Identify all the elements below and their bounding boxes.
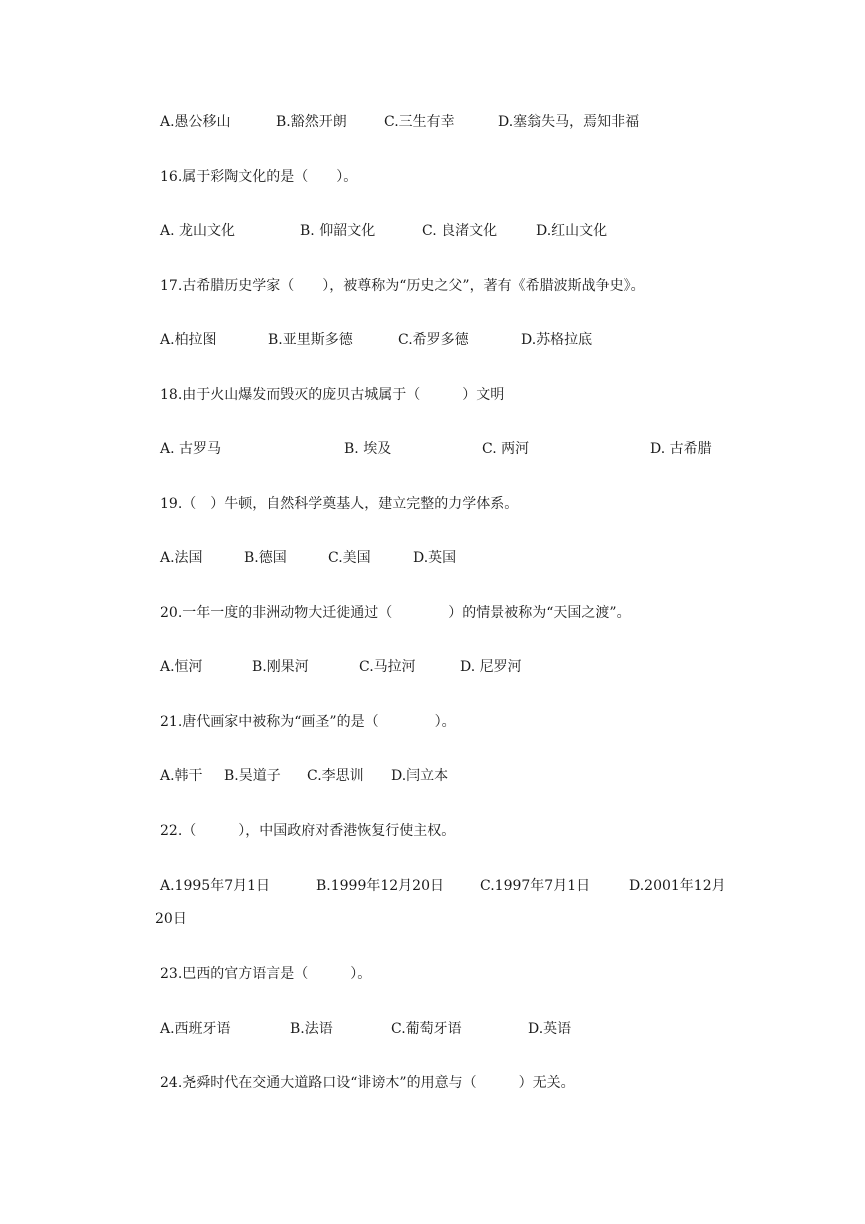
q21-option-c: C.李思训 [307,768,364,784]
q16-option-a: A. 龙山文化 [160,223,236,239]
q23-option-c: C.葡萄牙语 [391,1021,462,1037]
q22-option-d: D.2001年12月 [629,878,726,894]
q21-option-d: D.闫立本 [391,768,449,784]
q22-option-a: A.1995年7月1日 [160,878,271,894]
q15-option-d: D.塞翁失马，焉知非福 [498,114,640,130]
q17-option-d: D.苏格拉底 [521,332,593,348]
q23-stem: 23.巴西的官方语言是（ ）。 [160,966,372,982]
q19-option-b: B.德国 [244,550,287,566]
q22-option-d-wrap: 20日 [155,911,187,927]
q18-option-b: B. 埃及 [344,441,392,457]
q22-stem: 22.（ ），中国政府对香港恢复行使主权。 [160,823,456,839]
q18-stem: 18.由于火山爆发而毁灭的庞贝古城属于（ ）文明 [160,387,505,403]
q20-option-d: D. 尼罗河 [460,659,522,675]
q21-stem: 21.唐代画家中被称为“画圣”的是（ ）。 [160,714,456,730]
q16-stem: 16.属于彩陶文化的是（ ）。 [160,169,358,185]
q22-option-b: B.1999年12月20日 [316,878,444,894]
q19-option-d: D.英国 [413,550,457,566]
q16-option-b: B. 仰韶文化 [300,223,376,239]
q21-option-a: A.韩干 [160,768,203,784]
q18-option-c: C. 两河 [482,441,530,457]
q15-option-a: A.愚公移山 [160,114,231,130]
q19-stem: 19.（ ）牛顿，自然科学奠基人，建立完整的力学体系。 [160,496,519,512]
q19-option-c: C.美国 [328,550,371,566]
q23-option-a: A.西班牙语 [160,1021,231,1037]
q18-option-d: D. 古希腊 [650,441,712,457]
q17-option-c: C.希罗多德 [398,332,469,348]
q21-option-b: B.吴道子 [224,768,281,784]
q20-option-b: B.刚果河 [252,659,309,675]
q18-option-a: A. 古罗马 [160,441,222,457]
q22-option-c: C.1997年7月1日 [480,878,591,894]
q23-option-b: B.法语 [290,1021,333,1037]
q17-option-b: B.亚里斯多德 [268,332,353,348]
q15-option-b: B.豁然开朗 [276,114,347,130]
q15-option-c: C.三生有幸 [384,114,455,130]
q17-option-a: A.柏拉图 [160,332,217,348]
q23-option-d: D.英语 [528,1021,572,1037]
q24-stem: 24.尧舜时代在交通大道路口设“诽谤木”的用意与（ ）无关。 [160,1075,575,1091]
q19-option-a: A.法国 [160,550,203,566]
q20-stem: 20.一年一度的非洲动物大迁徙通过（ ）的情景被称为“天国之渡”。 [160,605,631,621]
q16-option-d: D.红山文化 [536,223,608,239]
q17-stem: 17.古希腊历史学家（ ），被尊称为“历史之父”，著有《希腊波斯战争史》。 [160,278,645,294]
q20-option-a: A.恒河 [160,659,203,675]
q16-option-c: C. 良渚文化 [422,223,498,239]
q20-option-c: C.马拉河 [359,659,416,675]
